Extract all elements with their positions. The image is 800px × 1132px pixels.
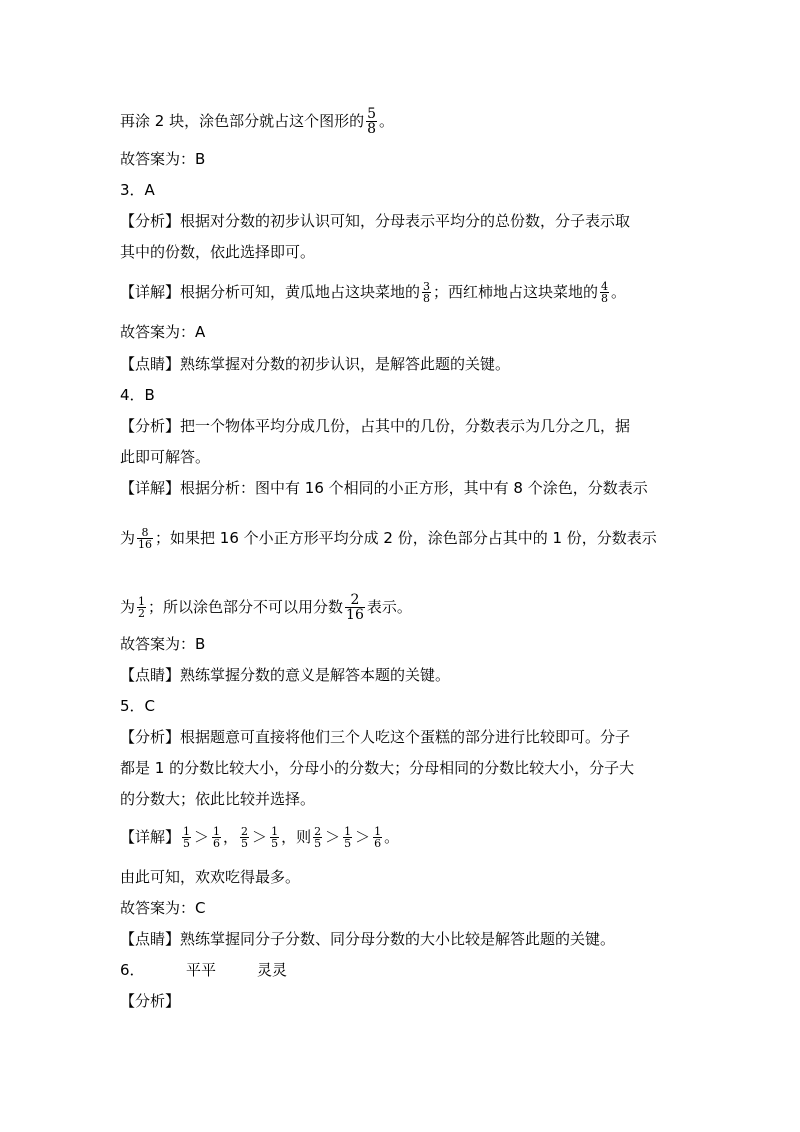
numerator: 2 xyxy=(350,592,360,608)
numerator: 1 xyxy=(344,825,352,838)
question-number: 3．A xyxy=(120,181,155,199)
line-text: 【详解】根据分析可知，黄瓜地占这块菜地的 xyxy=(120,283,421,301)
analysis-line: 都是 1 的分数比较大小，分母小的分数大；分母相同的分数比较大小，分子大 xyxy=(120,759,635,777)
line-text: 。 xyxy=(611,283,627,301)
explanation-line xyxy=(120,281,626,304)
explanation-line: 【详解】根据分析：图中有 16 个相同的小正方形，其中有 8 个涂色，分数表示 xyxy=(120,479,648,497)
line-text: ；所以涂色部分不可以用分数 xyxy=(148,598,344,616)
greater-than-sign: ＞ xyxy=(325,828,341,846)
conclusion-line: 由此可知，欢欢吃得最多。 xyxy=(120,868,301,886)
fraction xyxy=(270,826,279,849)
answer-blank: 平平 xyxy=(186,961,217,979)
explanation-line xyxy=(120,527,657,550)
numerator: 8 xyxy=(141,526,149,539)
answer-line: 故答案为：C xyxy=(120,899,206,917)
line-text: 为 xyxy=(120,598,136,616)
greater-than-sign: ＞ xyxy=(194,828,210,846)
answer-line: 故答案为：B xyxy=(120,150,206,168)
denominator: 6 xyxy=(213,837,221,850)
fraction xyxy=(240,826,249,849)
line-text: 表示。 xyxy=(366,598,412,616)
denominator: 5 xyxy=(344,837,352,850)
fraction xyxy=(343,826,352,849)
denominator: 8 xyxy=(367,121,377,137)
key-point-line: 【点睛】熟练掌握对分数的初步认识，是解答此题的关键。 xyxy=(120,355,511,373)
fraction xyxy=(345,593,365,622)
explanation-line xyxy=(120,593,412,622)
line-text: 再涂 2 块，涂色部分就占这个图形的 xyxy=(120,112,365,130)
fraction xyxy=(600,281,609,304)
denominator: 8 xyxy=(601,292,609,305)
line-text: 【详解】 xyxy=(120,828,181,846)
text-line xyxy=(120,107,394,136)
numerator: 2 xyxy=(241,825,249,838)
denominator: 2 xyxy=(138,607,146,620)
fraction xyxy=(137,596,146,619)
numerator: 3 xyxy=(423,280,431,293)
numerator: 1 xyxy=(138,595,146,608)
line-text: 。 xyxy=(379,112,395,130)
question-number xyxy=(120,960,288,980)
line-text: 为 xyxy=(120,529,136,547)
analysis-line: 其中的份数，依此选择即可。 xyxy=(120,243,316,261)
answer-line: 故答案为：B xyxy=(120,635,206,653)
key-point-line: 【点睛】熟练掌握同分子分数、同分母分数的大小比较是解答此题的关键。 xyxy=(120,930,616,948)
line-text: ，则 xyxy=(281,828,312,846)
denominator: 8 xyxy=(423,292,431,305)
question-number: 4．B xyxy=(120,386,155,404)
fraction xyxy=(373,826,382,849)
answer-line: 故答案为：A xyxy=(120,323,206,341)
fraction xyxy=(422,281,431,304)
fraction xyxy=(212,826,221,849)
numerator: 1 xyxy=(271,825,279,838)
line-text: 6． xyxy=(120,961,145,979)
analysis-line: 【分析】根据对分数的初步认识可知，分母表示平均分的总份数，分子表示取 xyxy=(120,212,631,230)
line-text: ；西红柿地占这块菜地的 xyxy=(433,283,599,301)
greater-than-sign: ＞ xyxy=(252,828,268,846)
line-text: ；如果把 16 个小正方形平均分成 2 份，涂色部分占其中的 1 份，分数表示 xyxy=(155,529,657,547)
answer-blank: 灵灵 xyxy=(257,961,288,979)
denominator: 16 xyxy=(138,538,153,551)
denominator: 5 xyxy=(271,837,279,850)
numerator: 1 xyxy=(183,825,191,838)
analysis-line: 【分析】 xyxy=(120,992,181,1010)
analysis-line: 【分析】根据题意可直接将他们三个人吃这个蛋糕的部分进行比较即可。分子 xyxy=(120,728,631,746)
key-point-line: 【点睛】熟练掌握分数的意义是解答本题的关键。 xyxy=(120,666,451,684)
denominator: 16 xyxy=(346,607,364,623)
fraction xyxy=(182,826,191,849)
numerator: 5 xyxy=(367,106,377,122)
numerator: 1 xyxy=(374,825,382,838)
fraction xyxy=(313,826,322,849)
analysis-line: 的分数大；依此比较并选择。 xyxy=(120,790,316,808)
fraction xyxy=(366,107,377,136)
denominator: 5 xyxy=(241,837,249,850)
numerator: 1 xyxy=(213,825,221,838)
question-number: 5．C xyxy=(120,697,156,715)
numerator: 4 xyxy=(601,280,609,293)
explanation-line xyxy=(120,826,399,849)
greater-than-sign: ＞ xyxy=(355,828,371,846)
line-text: ， xyxy=(223,828,239,846)
fraction xyxy=(137,527,153,550)
denominator: 6 xyxy=(374,837,382,850)
denominator: 5 xyxy=(314,837,322,850)
numerator: 2 xyxy=(314,825,322,838)
denominator: 5 xyxy=(183,837,191,850)
line-text: 。 xyxy=(384,828,400,846)
analysis-line: 【分析】把一个物体平均分成几份，占其中的几份，分数表示为几分之几，据 xyxy=(120,417,631,435)
analysis-line: 此即可解答。 xyxy=(120,448,211,466)
